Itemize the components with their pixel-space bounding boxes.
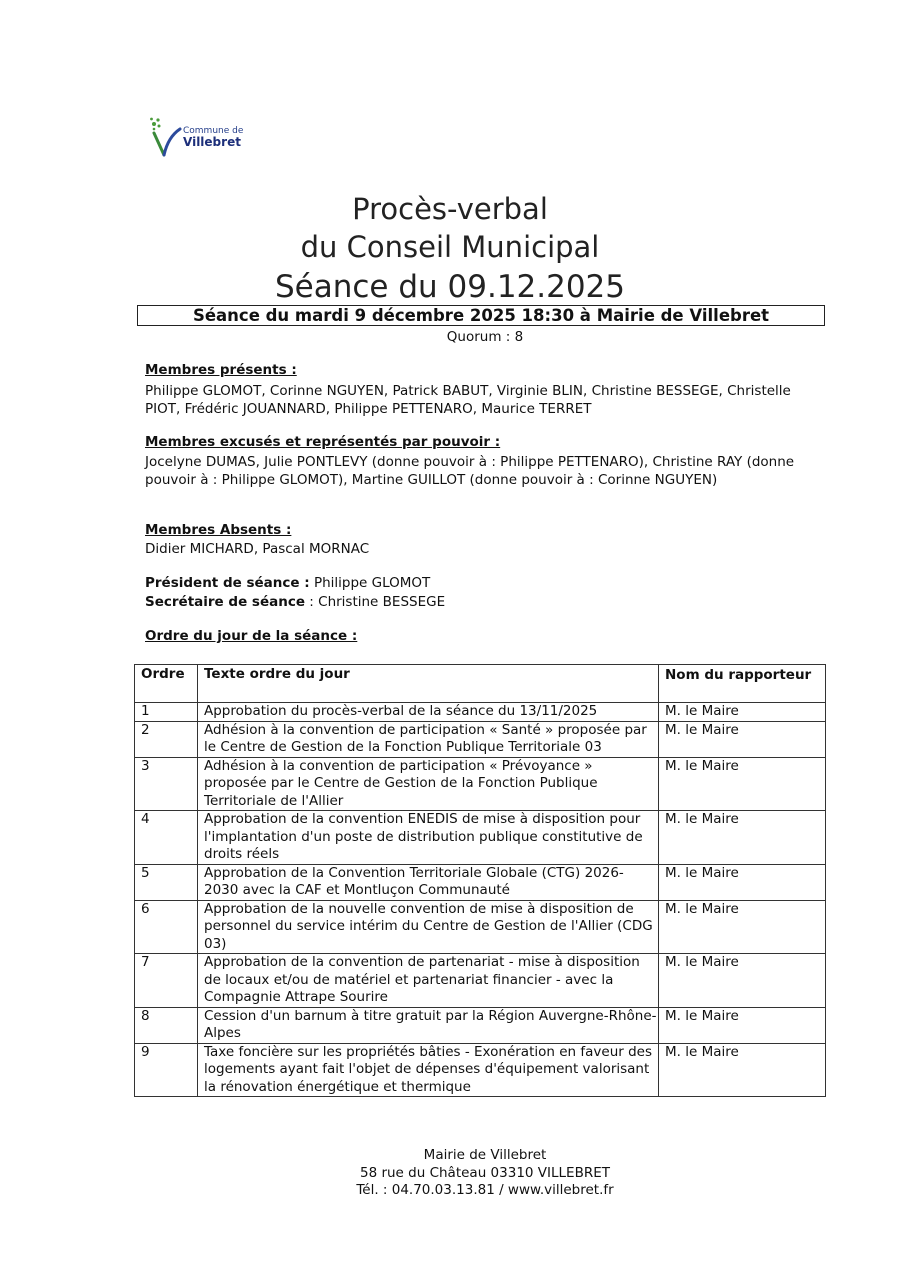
agenda-rapporteur-cell: M. le Maire bbox=[659, 954, 826, 1008]
agenda-rapporteur-cell: M. le Maire bbox=[659, 864, 826, 900]
agenda-order-cell: 5 bbox=[135, 864, 198, 900]
president-value: Philippe GLOMOT bbox=[313, 575, 431, 591]
footer-line1: Mairie de Villebret bbox=[423, 1147, 547, 1163]
president-line bbox=[145, 575, 430, 591]
agenda-text-cell: Approbation du procès-verbal de la séance du 13/11/2025 bbox=[198, 703, 659, 722]
page-title-line1: Procès-verbal bbox=[352, 192, 548, 226]
agenda-text-cell: Approbation de la nouvelle convention de mise à disposition de personnel du service intérim du Centre de Gestion de l'Allier (CDG 03) bbox=[198, 900, 659, 954]
table-row bbox=[135, 954, 826, 1008]
agenda-order-cell: 4 bbox=[135, 811, 198, 865]
agenda-header-row bbox=[135, 665, 826, 703]
agenda-text-cell: Approbation de la convention ENEDIS de mise à disposition pour l'implantation d'un poste de distribution publique constitutive de droits réels bbox=[198, 811, 659, 865]
table-row bbox=[135, 757, 826, 811]
leaf-v-icon bbox=[150, 115, 184, 159]
secretary-label: Secrétaire de séance bbox=[145, 594, 305, 610]
agenda-text-cell: Cession d'un barnum à titre gratuit par la Région Auvergne-Rhône-Alpes bbox=[198, 1007, 659, 1043]
page-title-line3: Séance du 09.12.2025 bbox=[274, 269, 626, 305]
agenda-text-cell: Taxe foncière sur les propriétés bâties - Exonération en faveur des logements ayant fait l'objet de dépenses d'équipement valorisant la rénovation énergétique et thermique bbox=[198, 1043, 659, 1097]
table-row bbox=[135, 1043, 826, 1097]
excused-heading: Membres excusés et représentés par pouvoir : bbox=[145, 434, 501, 450]
table-row bbox=[135, 900, 826, 954]
agenda-order-cell: 8 bbox=[135, 1007, 198, 1043]
agenda-text-cell: Adhésion à la convention de participation « Santé » proposée par le Centre de Gestion de la Fonction Publique Territoriale 03 bbox=[198, 721, 659, 757]
page-title-line2: du Conseil Municipal bbox=[300, 230, 600, 264]
col-header-rapporteur: Nom du rapporteur bbox=[659, 665, 826, 703]
absent-list: Didier MICHARD, Pascal MORNAC bbox=[145, 541, 370, 557]
excused-list: Jocelyne DUMAS, Julie PONTLEVY (donne pouvoir à : Philippe PETTENARO), Christine RAY (donne pouvoir à : Philippe GLOMOT), Martine GUILLOT (donne pouvoir à : Corinne NGUYEN) bbox=[145, 454, 795, 488]
agenda-text-cell: Approbation de la convention de partenariat - mise à disposition de locaux et/ou de matériel et partenariat financier - avec la Compagnie Attrape Sourire bbox=[198, 954, 659, 1008]
table-row bbox=[135, 1007, 826, 1043]
agenda-rapporteur-cell: M. le Maire bbox=[659, 703, 826, 722]
present-heading: Membres présents : bbox=[145, 362, 297, 378]
table-row bbox=[135, 864, 826, 900]
agenda-order-cell: 9 bbox=[135, 1043, 198, 1097]
agenda-order-cell: 3 bbox=[135, 757, 198, 811]
commune-logo bbox=[150, 115, 250, 159]
present-list: Philippe GLOMOT, Corinne NGUYEN, Patrick BABUT, Virginie BLIN, Christine BESSEGE, Christelle PIOT, Frédéric JOUANNARD, Philippe PETTENARO, Maurice TERRET bbox=[145, 383, 791, 417]
agenda-order-cell: 7 bbox=[135, 954, 198, 1008]
quorum: Quorum : 8 bbox=[446, 329, 524, 345]
table-row bbox=[135, 811, 826, 865]
secretary-line bbox=[145, 594, 445, 610]
secretary-value: : Christine BESSEGE bbox=[309, 594, 446, 610]
agenda-heading: Ordre du jour de la séance : bbox=[145, 628, 358, 644]
agenda-order-cell: 6 bbox=[135, 900, 198, 954]
col-header-order: Ordre bbox=[135, 665, 198, 703]
agenda-rapporteur-cell: M. le Maire bbox=[659, 900, 826, 954]
agenda-order-cell: 2 bbox=[135, 721, 198, 757]
agenda-order-cell: 1 bbox=[135, 703, 198, 722]
logo-line1: Commune de bbox=[183, 126, 244, 136]
agenda-rapporteur-cell: M. le Maire bbox=[659, 1007, 826, 1043]
col-header-text: Texte ordre du jour bbox=[198, 665, 659, 703]
agenda-rapporteur-cell: M. le Maire bbox=[659, 811, 826, 865]
president-label: Président de séance : bbox=[145, 575, 310, 591]
footer-line2: 58 rue du Château 03310 VILLEBRET bbox=[359, 1165, 610, 1181]
agenda-rapporteur-cell: M. le Maire bbox=[659, 721, 826, 757]
logo-line2: Villebret bbox=[183, 135, 241, 149]
table-row bbox=[135, 703, 826, 722]
agenda-rapporteur-cell: M. le Maire bbox=[659, 757, 826, 811]
agenda-text-cell: Adhésion à la convention de participation « Prévoyance » proposée par le Centre de Gestion de la Fonction Publique Territoriale de l'Allier bbox=[198, 757, 659, 811]
session-banner: Séance du mardi 9 décembre 2025 18:30 à Mairie de Villebret bbox=[137, 305, 825, 326]
table-row bbox=[135, 721, 826, 757]
absent-heading: Membres Absents : bbox=[145, 522, 292, 538]
agenda-table bbox=[134, 664, 826, 1097]
footer-line3: Tél. : 04.70.03.13.81 / www.villebret.fr bbox=[356, 1182, 614, 1198]
agenda-rapporteur-cell: M. le Maire bbox=[659, 1043, 826, 1097]
agenda-text-cell: Approbation de la Convention Territoriale Globale (CTG) 2026-2030 avec la CAF et Montluçon Communauté bbox=[198, 864, 659, 900]
